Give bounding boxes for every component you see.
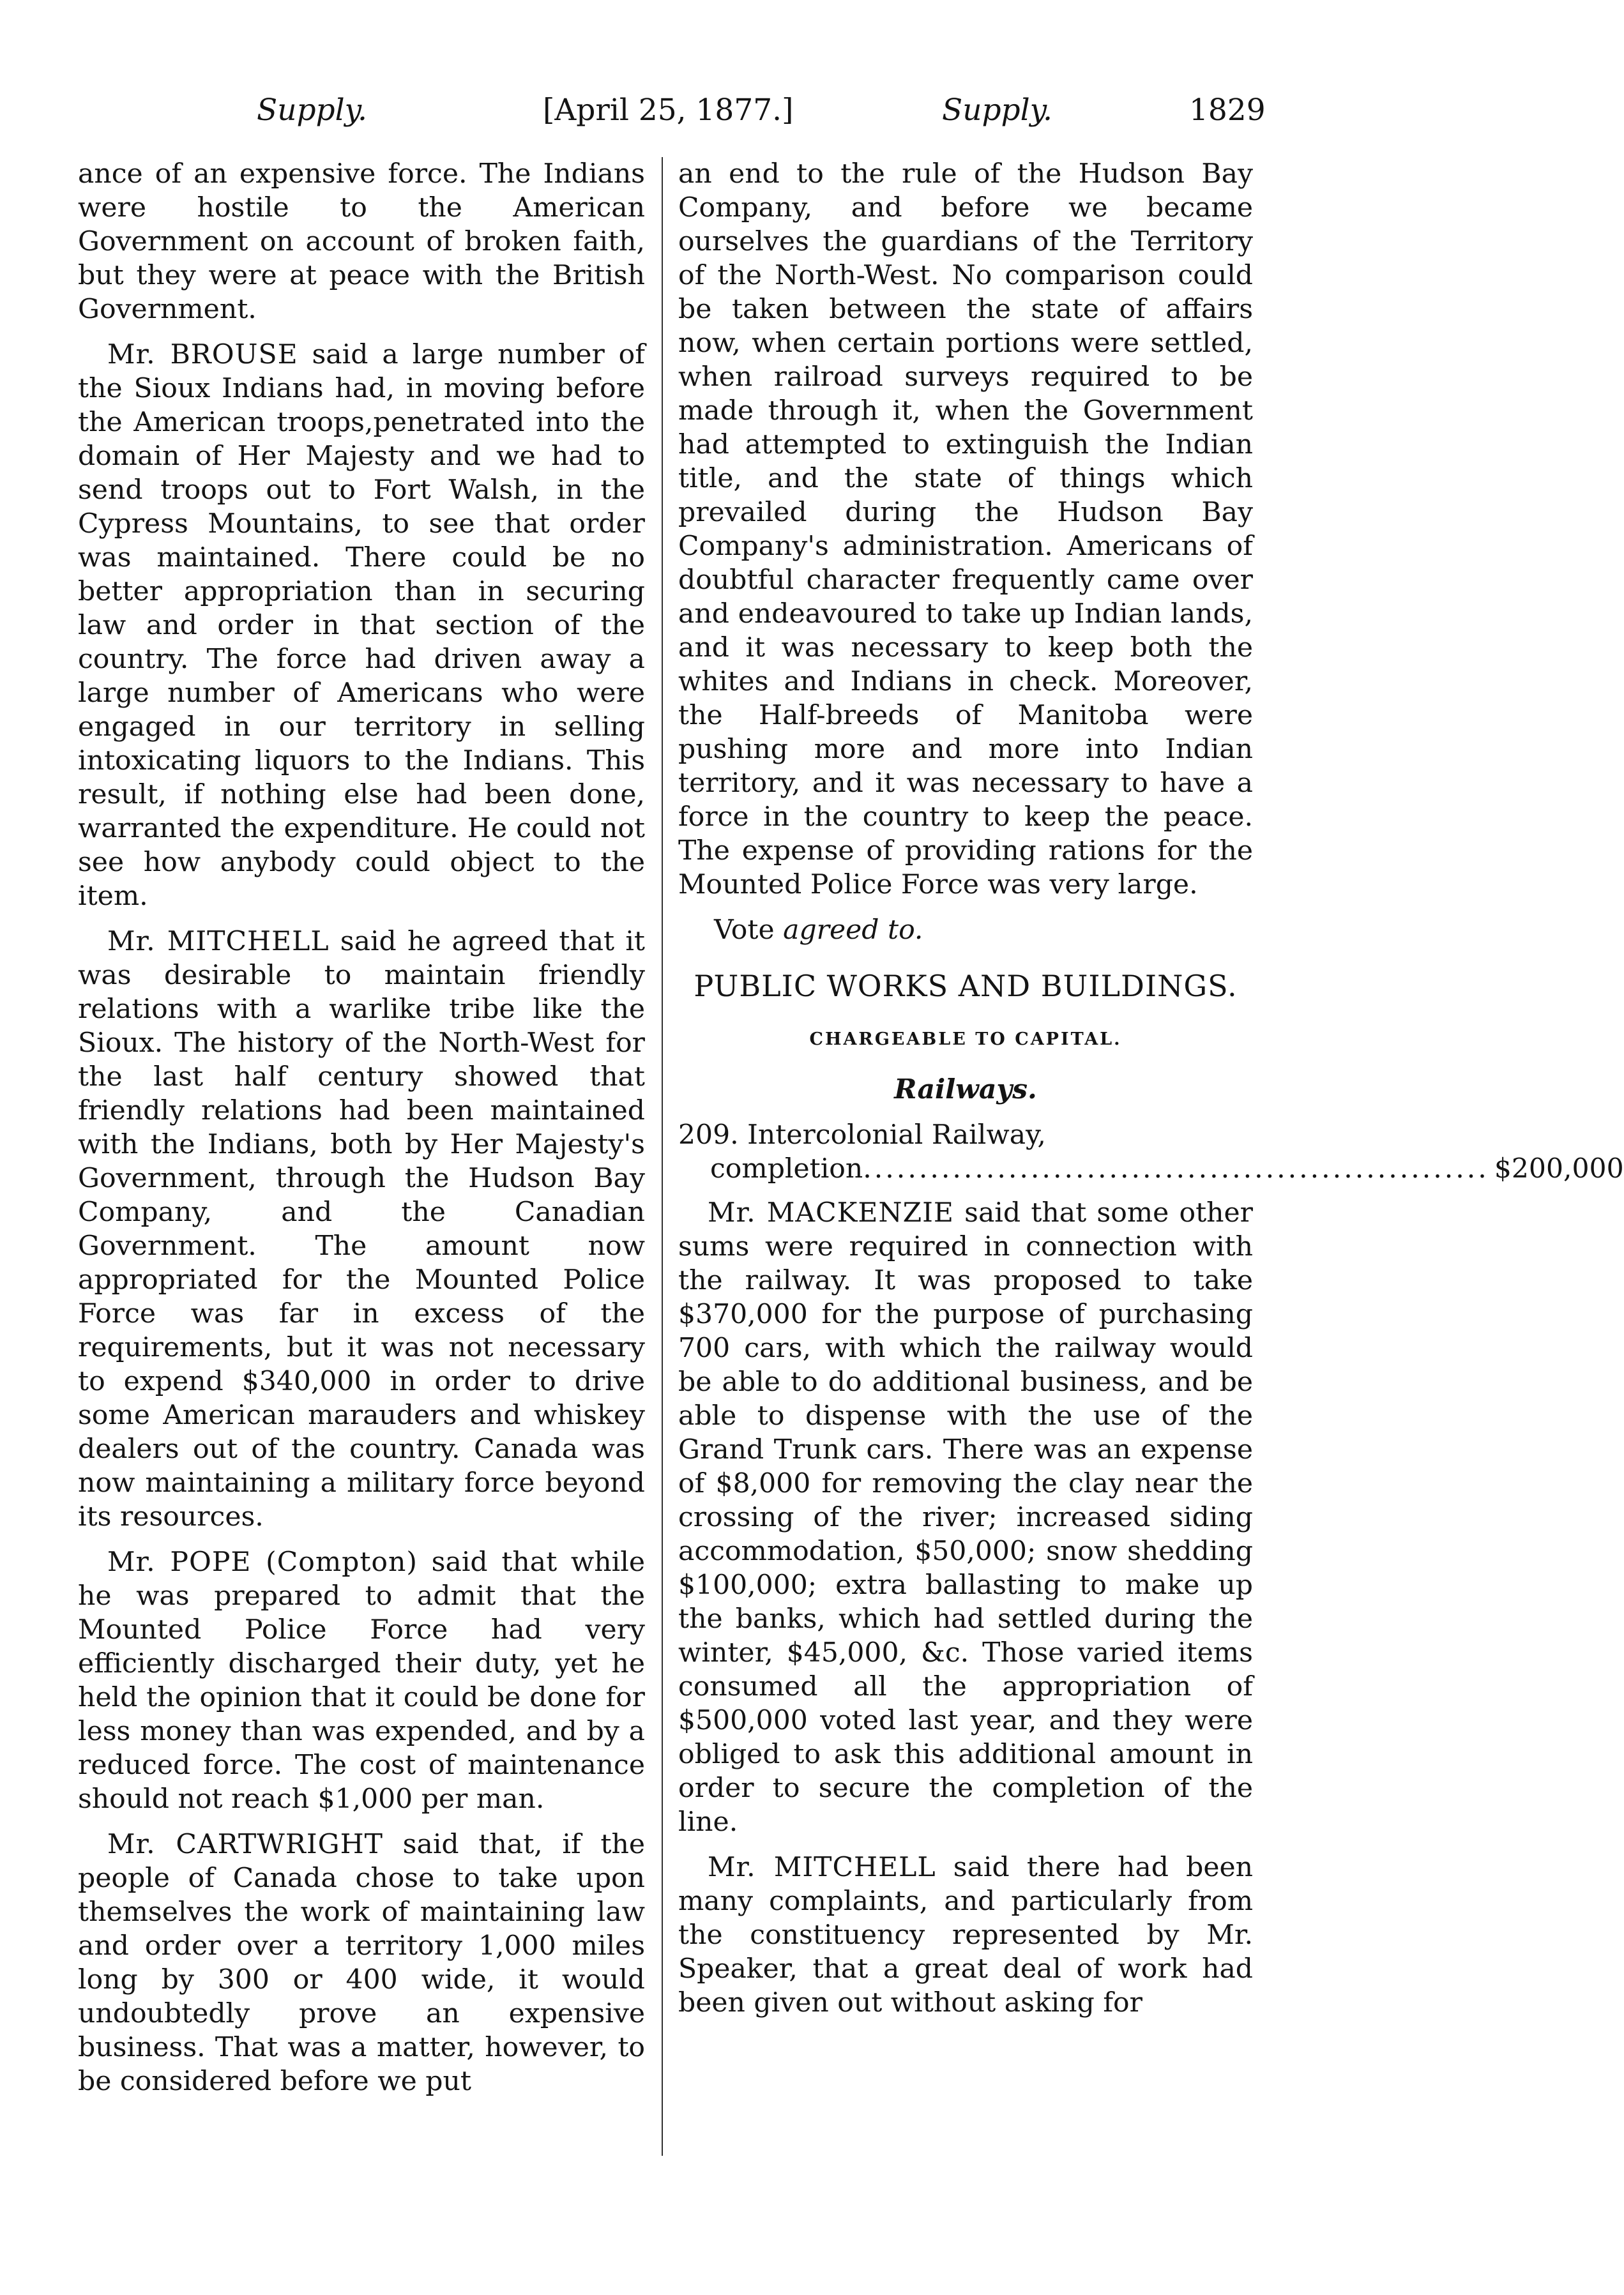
item-label-continued: completion — [710, 1153, 863, 1185]
page-number: 1829 — [1189, 93, 1266, 128]
vote-prefix: Vote — [714, 914, 784, 946]
subsection-heading: CHARGEABLE TO CAPITAL. — [809, 1029, 1122, 1049]
running-header — [83, 88, 1271, 133]
speaker-name: Mr. CARTWRIGHT — [107, 1829, 383, 1860]
speaker-name: Mr. POPE (Compton) — [107, 1547, 418, 1578]
header-right-title: Supply. — [942, 93, 1052, 128]
section-title: PUBLIC WORKS AND BUILDINGS. — [694, 969, 1238, 1003]
paragraph-continued: an end to the rule of the Hudson Bay Company, and before we became ourselves the guardians of the Territory of the North-West. No comparison could be taken between the state of affairs now, when certain portions were settled, when railroad surveys required to be made through it, when the Government had attempted to extinguish the Indian title, and the state of things which prevailed during the Hudson Bay Company's administration. Americans of doubtful character frequently came over and endeavoured to take up Indian lands, and it was necessary to keep both the whites and Indians in check. Moreover, the Half-breeds of Manitoba were pushing more and more into Indian territory, and it was necessary to have a force in the country to keep the peace. The expense of providing rations for the Mounted Police Force was very large. — [678, 158, 1253, 900]
paragraph-continued: ance of an expensive force. The Indians were hostile to the American Government on account of broken faith, but they were at peace with the British Government. — [78, 158, 645, 325]
paragraph-mitchell — [78, 925, 645, 1534]
paragraph-pope — [78, 1545, 645, 1816]
vote-line — [678, 913, 1253, 947]
left-column — [78, 157, 645, 2110]
speech-text: said a large number of the Sioux Indians had, in moving before the American troops,penetrated into the domain of Her Majesty and we had to send troops out to Fort Walsh, in the Cypress Mountains, to see that order was maintained. There could be no better appropriation than in securing law and order in that section of the country. The force had driven away a large number of Americans who were engaged in our territory in selling intoxicating liquors to the Indians. This result, if nothing else had been done, warranted the expenditure. He could not see how anybody could object to the item. — [78, 339, 645, 912]
right-column — [678, 157, 1624, 2031]
speech-text: said that while he was prepared to admit that the Mounted Police Force had very efficiently discharged their duty, yet he held the opinion that it could be done for less money than was expended, and by a reduced force. The cost of maintenance should not reach $1,000 per man. — [78, 1547, 645, 1815]
speaker-name: Mr. MITCHELL — [107, 926, 330, 957]
paragraph-mitchell-2 — [678, 1851, 1253, 2020]
speaker-name: Mr. MITCHELL — [708, 1852, 936, 1883]
column-divider — [662, 157, 663, 2156]
speech-text: said he agreed that it was desirable to maintain friendly relations with a warlike tribe like the Sioux. The history of the North-West for the last half century showed that friendly relations had been maintained with the Indians, both by Her Majesty's Government, through the Hudson Bay Company, and the Canadian Government. The amount now appropriated for the Mounted Police Force was far in excess of the requirements, but it was not necessary to expend $340,000 in order to drive some American marauders and whiskey dealers out of the country. Canada was now maintaining a military force beyond its resources. — [78, 926, 645, 1533]
leader-dots: ........................................................ — [863, 1153, 1489, 1185]
supply-item — [678, 1118, 1624, 1186]
category-heading: Railways. — [894, 1073, 1037, 1105]
header-date: [April 25, 1877.] — [543, 93, 794, 128]
item-label: 209. Intercolonial Railway, — [678, 1119, 1046, 1151]
paragraph-cartwright — [78, 1828, 645, 2098]
speaker-name: Mr. MACKENZIE — [708, 1197, 954, 1229]
vote-result: agreed to. — [783, 914, 923, 946]
speech-text: said that some other sums were required in connection with the railway. It was proposed to take $370,000 for the purpose of purchasing 700 cars, with which the railway would be able to do additional business, and be able to dispense with the use of the Grand Trunk cars. There was an expense of $8,000 for removing the clay near the crossing of the river; increased siding accommodation, $50,000; snow shedding $100,000; extra ballasting to make up the banks, which had settled during the winter, $45,000, &c. Those varied items consumed all the appropriation of $500,000 voted last year, and they were obliged to ask this additional amount in order to secure the completion of the line. — [678, 1197, 1253, 1838]
speech-text: said that, if the people of Canada chose to take upon themselves the work of maintaining law and order over a territory 1,000 miles long by 300 or 400 wide, it would undoubtedly prove an expensive business. That was a matter, however, to be considered before we put — [78, 1829, 645, 2097]
item-amount: $200,000 — [1494, 1153, 1624, 1185]
speaker-name: Mr. BROUSE — [107, 339, 298, 370]
speech-text: said there had been many complaints, and particularly from the constituency represented by Mr. Speaker, that a great deal of work had been given out without asking for — [678, 1852, 1253, 2019]
header-left-title: Supply. — [257, 93, 367, 128]
paragraph-brouse — [78, 338, 645, 913]
item-line — [678, 1152, 1624, 1186]
paragraph-mackenzie — [678, 1196, 1253, 1839]
